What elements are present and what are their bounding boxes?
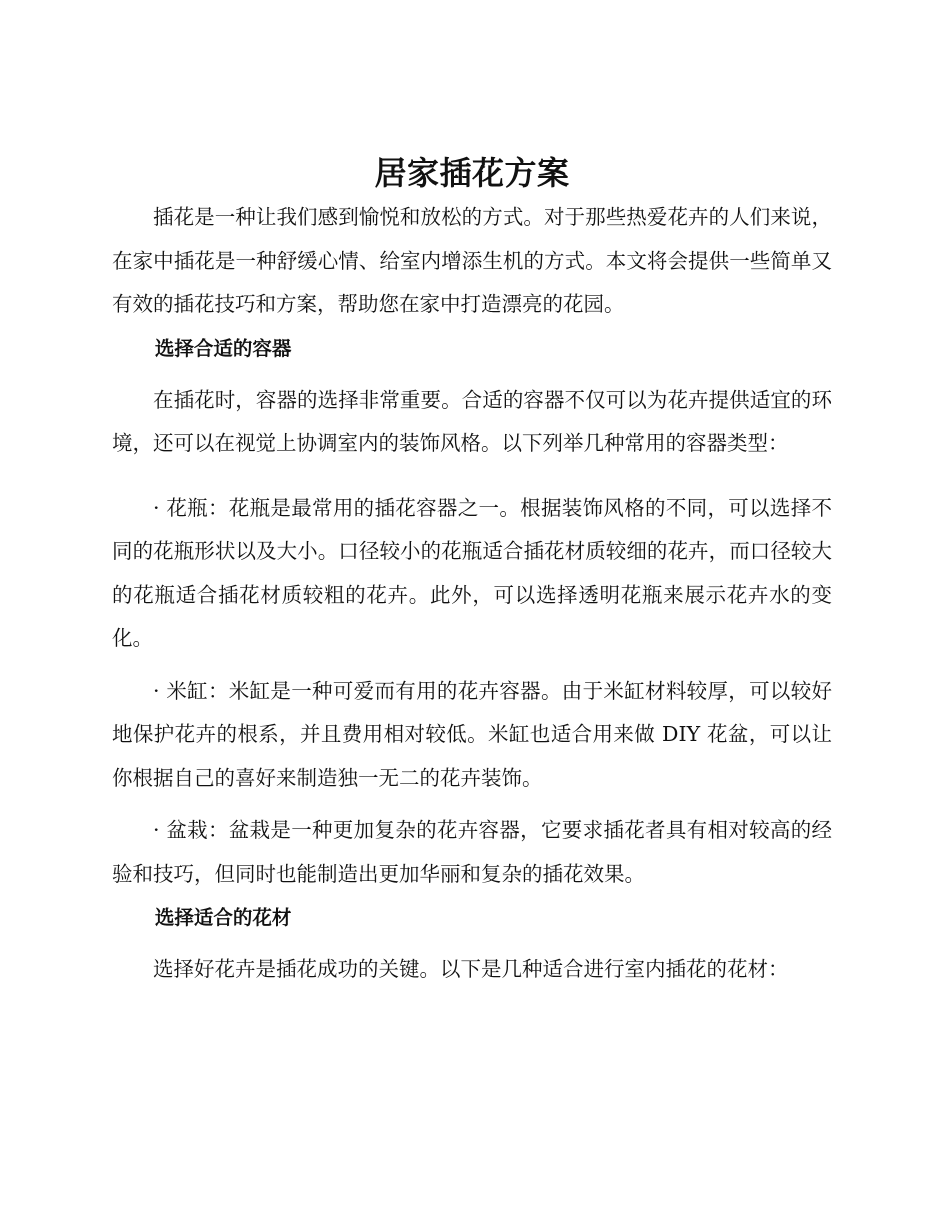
document-page	[112, 150, 832, 992]
list-item-vase: · 花瓶：花瓶是最常用的插花容器之一。根据装饰风格的不同，可以选择不同的花瓶形状以及大小。口径较小的花瓶适合插花材质较细的花卉，而口径较大的花瓶适合插花材质较粗的花卉。此外，可以选择透明花瓶来展示花卉水的变化。	[112, 495, 832, 650]
list-item-rice-jar: · 米缸：米缸是一种可爱而有用的花卉容器。由于米缸材料较厚，可以较好地保护花卉的根系，并且费用相对较低。米缸也适合用来做 DIY 花盆，可以让你根据自己的喜好来制造独一无二的花卉装饰。	[112, 678, 832, 790]
section-heading-containers: 选择合适的容器	[154, 336, 292, 360]
containers-paragraph: 在插花时，容器的选择非常重要。合适的容器不仅可以为花卉提供适宜的环境，还可以在视觉上协调室内的装饰风格。以下列举几种常用的容器类型：	[112, 387, 832, 455]
document-title: 居家插花方案	[374, 154, 570, 192]
section-heading-flowers: 选择适合的花材	[154, 906, 292, 929]
intro-paragraph: 插花是一种让我们感到愉悦和放松的方式。对于那些热爱花卉的人们来说，在家中插花是一种舒缓心情、给室内增添生机的方式。本文将会提供一些简单又有效的插花技巧和方案，帮助您在家中打造漂亮的花园。	[112, 205, 832, 316]
flowers-paragraph: 选择好花卉是插花成功的关键。以下是几种适合进行室内插花的花材：	[153, 957, 789, 981]
list-item-bonsai: · 盆栽：盆栽是一种更加复杂的花卉容器，它要求插花者具有相对较高的经验和技巧，但同时也能制造出更加华丽和复杂的插花效果。	[112, 818, 832, 886]
